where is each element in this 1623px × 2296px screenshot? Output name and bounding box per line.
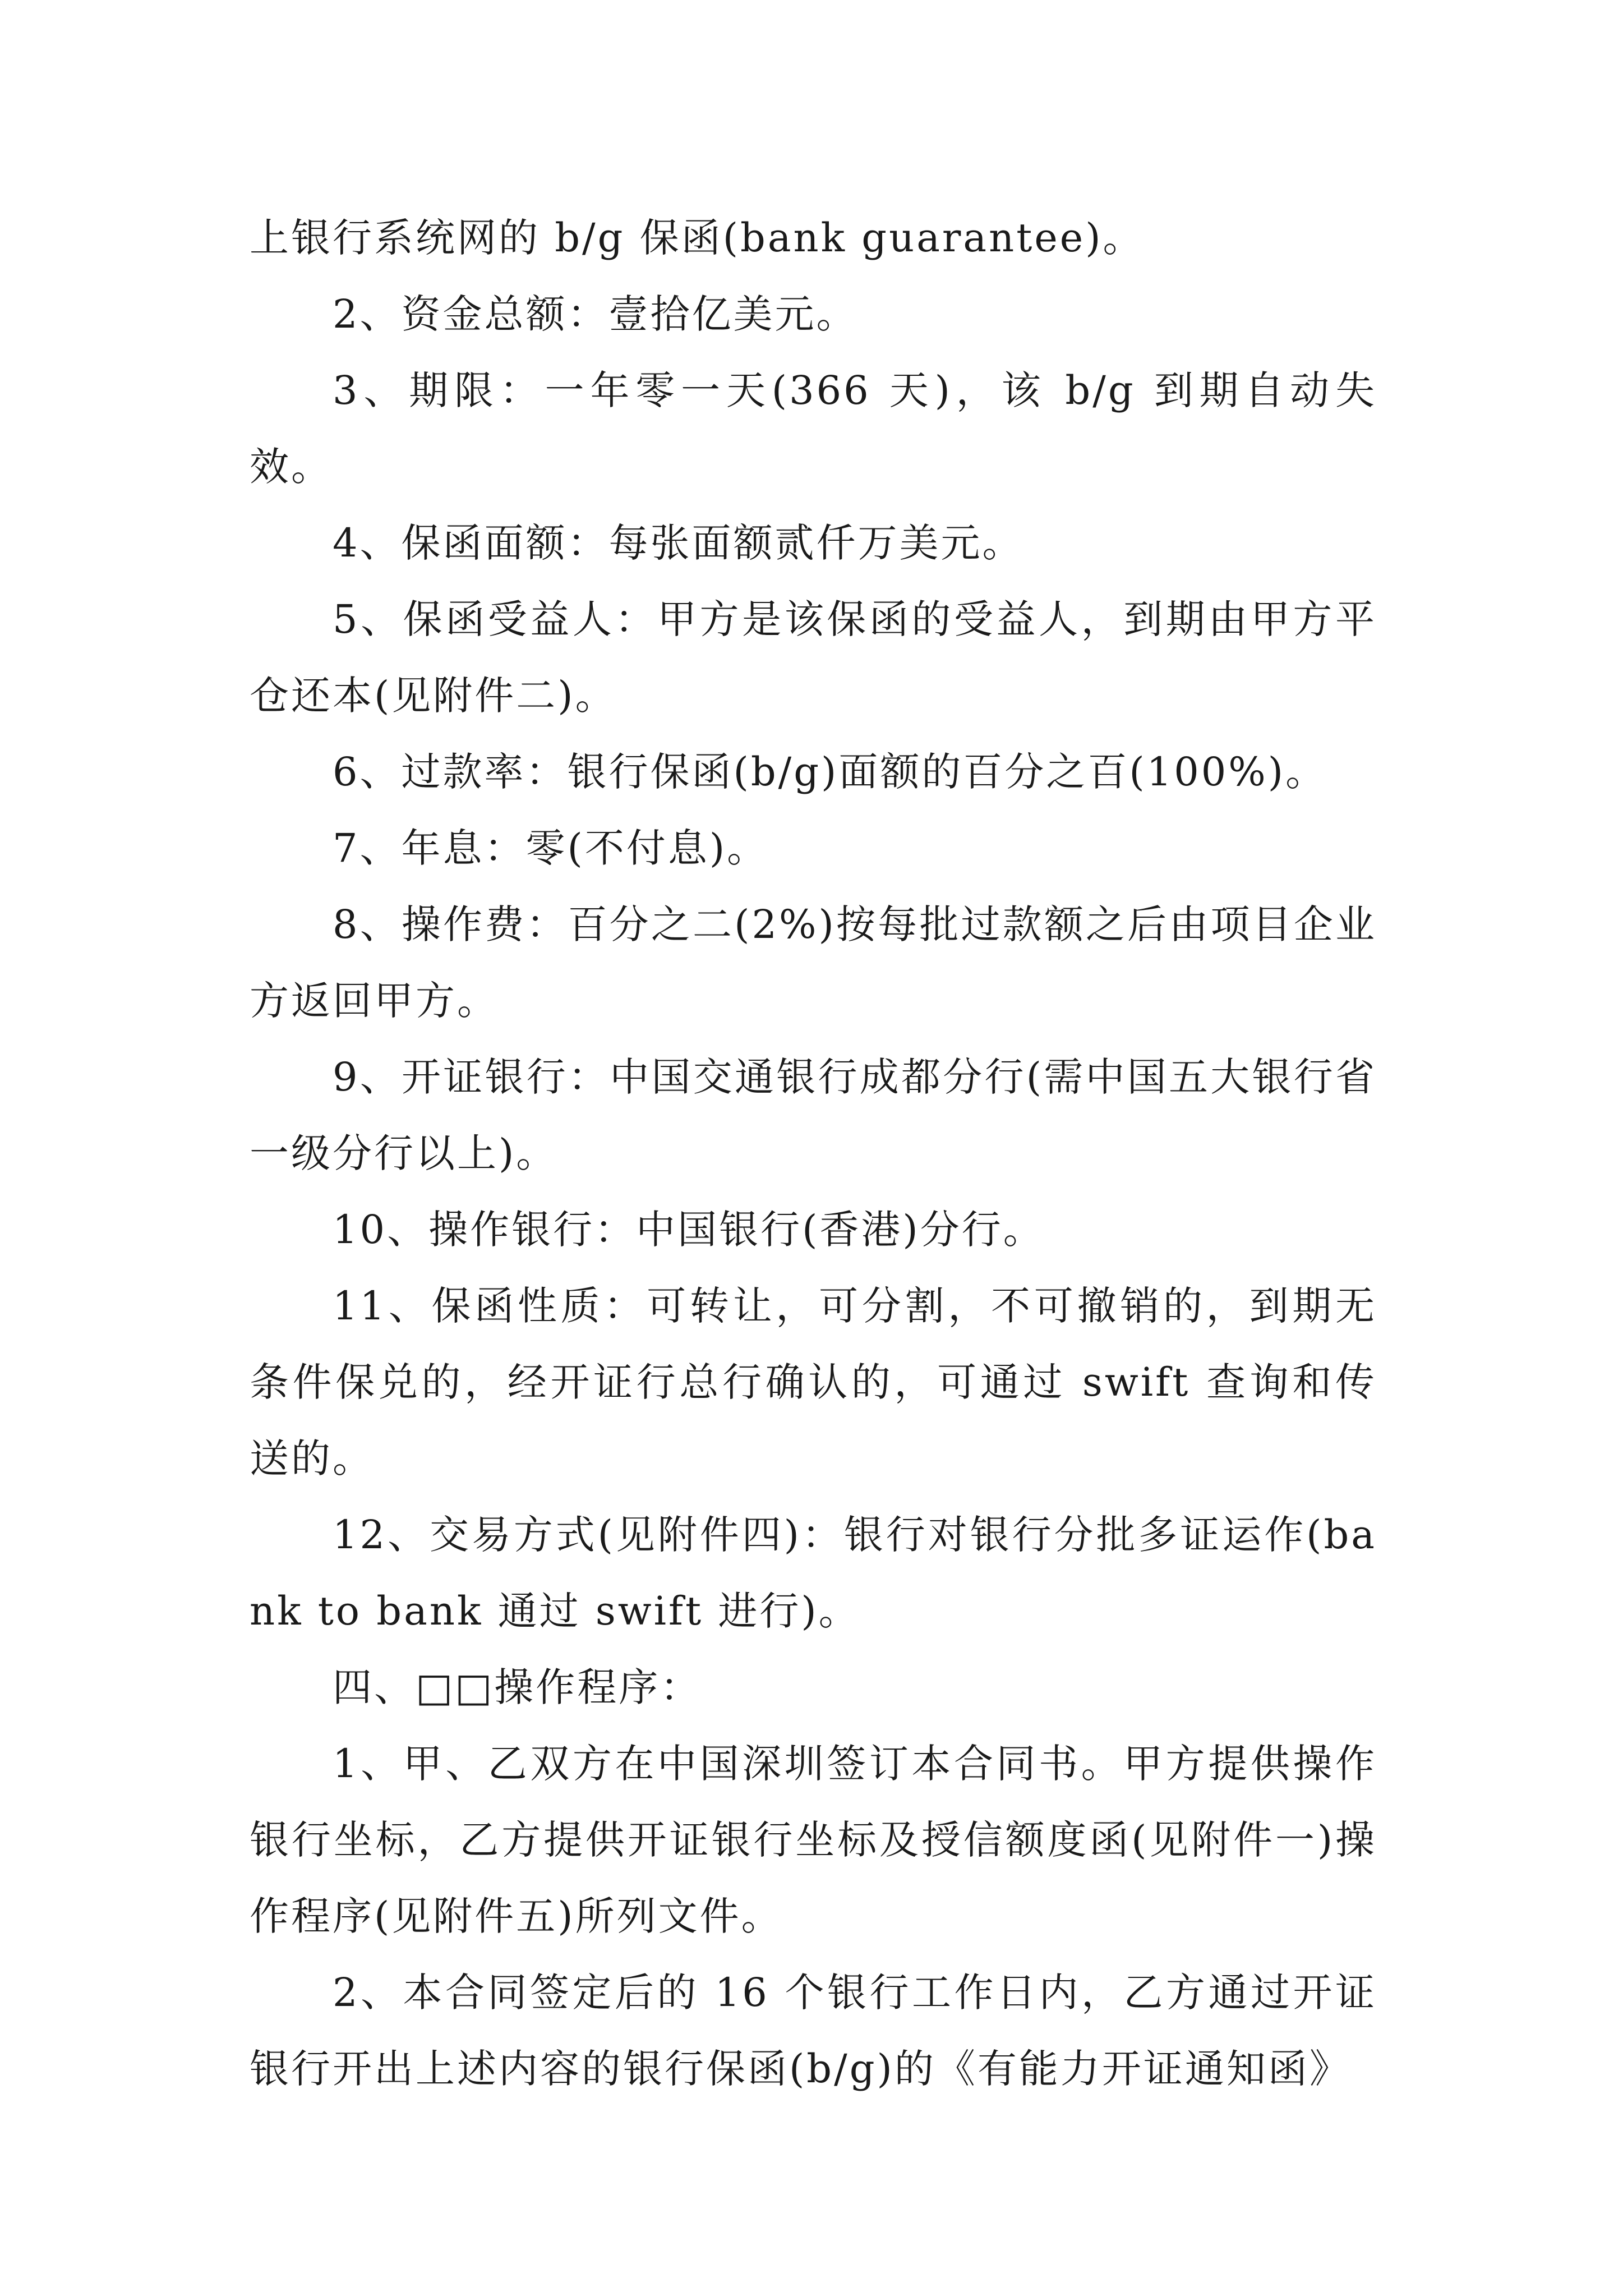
paragraph-beneficiary: 5、保函受益人：甲方是该保函的受益人，到期由甲方平仓还本(见附件二)。	[250, 596, 1377, 719]
paragraph-procedure-step-1: 1、甲、乙双方在中国深圳签订本合同书。甲方提供操作银行坐标，乙方提供开证银行坐标及授信额度函(见附件一)操作程序(见附件五)所列文件。	[250, 1741, 1377, 1939]
section-heading-procedure: 四、□□操作程序：	[333, 1664, 702, 1710]
paragraph-transfer-rate: 6、过款率：银行保函(b/g)面额的百分之百(100%)。	[333, 749, 1327, 795]
paragraph-face-value: 4、保函面额：每张面额贰仟万美元。	[333, 520, 1024, 566]
paragraph-annual-interest: 7、年息：零(不付息)。	[333, 825, 769, 871]
paragraph-trade-method: 12、交易方式(见附件四)：银行对银行分批多证运作(bank to bank 通过 swift 进行)。	[250, 1512, 1377, 1634]
paragraph-continuation: 上银行系统网的 b/g 保函(bank guarantee)。	[250, 215, 1145, 261]
paragraph-guarantee-nature: 11、保函性质：可转让，可分割，不可撤销的，到期无条件保兑的，经开证行总行确认的，可通过 swift 查询和传送的。	[250, 1283, 1377, 1481]
paragraph-operating-bank: 10、操作银行：中国银行(香港)分行。	[333, 1207, 1045, 1253]
paragraph-term: 3、期限：一年零一天(366 天)，该 b/g 到期自动失效。	[250, 367, 1377, 490]
paragraph-procedure-step-2: 2、本合同签定后的 16 个银行工作日内，乙方通过开证银行开出上述内容的银行保函(b/g)的《有能力开证通知函》	[250, 1970, 1377, 2092]
paragraph-operation-fee: 8、操作费：百分之二(2%)按每批过款额之后由项目企业方返回甲方。	[250, 901, 1377, 1024]
document-body	[250, 200, 1377, 2107]
paragraph-fund-total: 2、资金总额：壹拾亿美元。	[333, 291, 858, 337]
paragraph-issuing-bank: 9、开证银行：中国交通银行成都分行(需中国五大银行省一级分行以上)。	[250, 1054, 1377, 1176]
